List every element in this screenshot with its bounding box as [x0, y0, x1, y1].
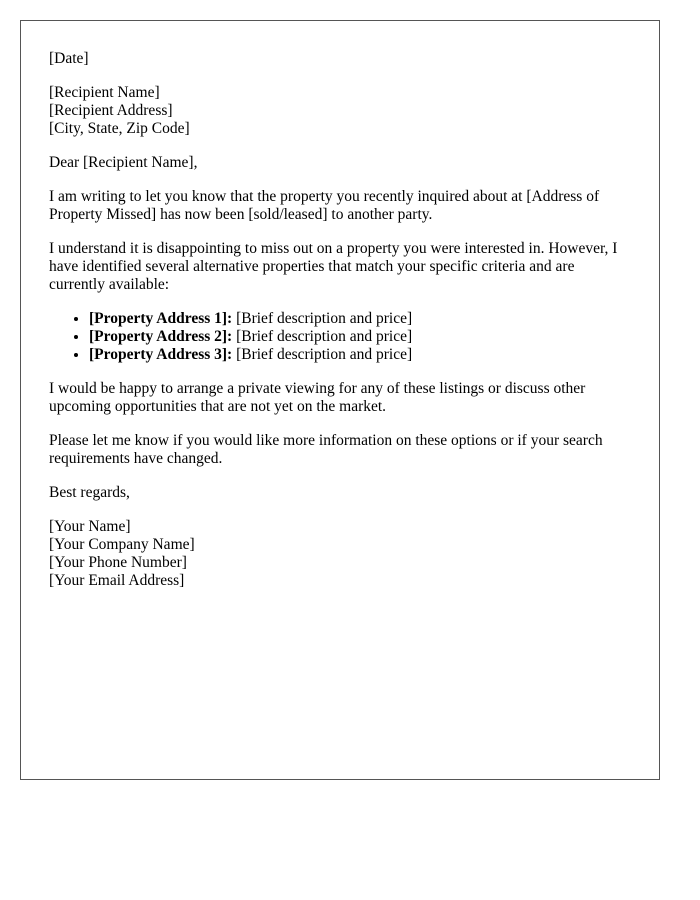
closing: Best regards,: [49, 484, 130, 501]
sender-name: [Your Name]: [49, 518, 131, 535]
property-description: [Brief description and price]: [232, 346, 413, 363]
recipient-address: [Recipient Address]: [49, 102, 173, 119]
property-list: [49, 310, 631, 364]
paragraph-viewing: I would be happy to arrange a private viewing for any of these listings or discuss other upcoming opportunities that are not yet on the market.: [49, 380, 586, 415]
sender-company: [Your Company Name]: [49, 536, 195, 553]
property-description: [Brief description and price]: [232, 328, 413, 345]
list-item: [89, 346, 631, 364]
recipient-block: [49, 84, 631, 138]
sender-phone: [Your Phone Number]: [49, 554, 187, 571]
property-address-label: [Property Address 2]:: [89, 328, 233, 345]
paragraph-intro: I am writing to let you know that the property you recently inquired about at [Address of Property Missed] has now been [sold/leased] to another party.: [49, 188, 600, 223]
salutation: Dear [Recipient Name],: [49, 154, 198, 171]
letter-page: [20, 20, 660, 780]
paragraph-alternatives: I understand it is disappointing to miss out on a property you were interested in. However, I have identified several alternative properties that match your specific criteria and are currently available:: [49, 240, 618, 293]
recipient-name: [Recipient Name]: [49, 84, 160, 101]
property-address-label: [Property Address 1]:: [89, 310, 233, 327]
property-description: [Brief description and price]: [232, 310, 413, 327]
paragraph-contact: Please let me know if you would like more information on these options or if your search requirements have changed.: [49, 432, 603, 467]
list-item: [89, 328, 631, 346]
list-item: [89, 310, 631, 328]
property-address-label: [Property Address 3]:: [89, 346, 233, 363]
sender-email: [Your Email Address]: [49, 572, 185, 589]
recipient-city-state-zip: [City, State, Zip Code]: [49, 120, 190, 137]
sender-block: [49, 518, 631, 590]
letter-date: [Date]: [49, 50, 89, 67]
